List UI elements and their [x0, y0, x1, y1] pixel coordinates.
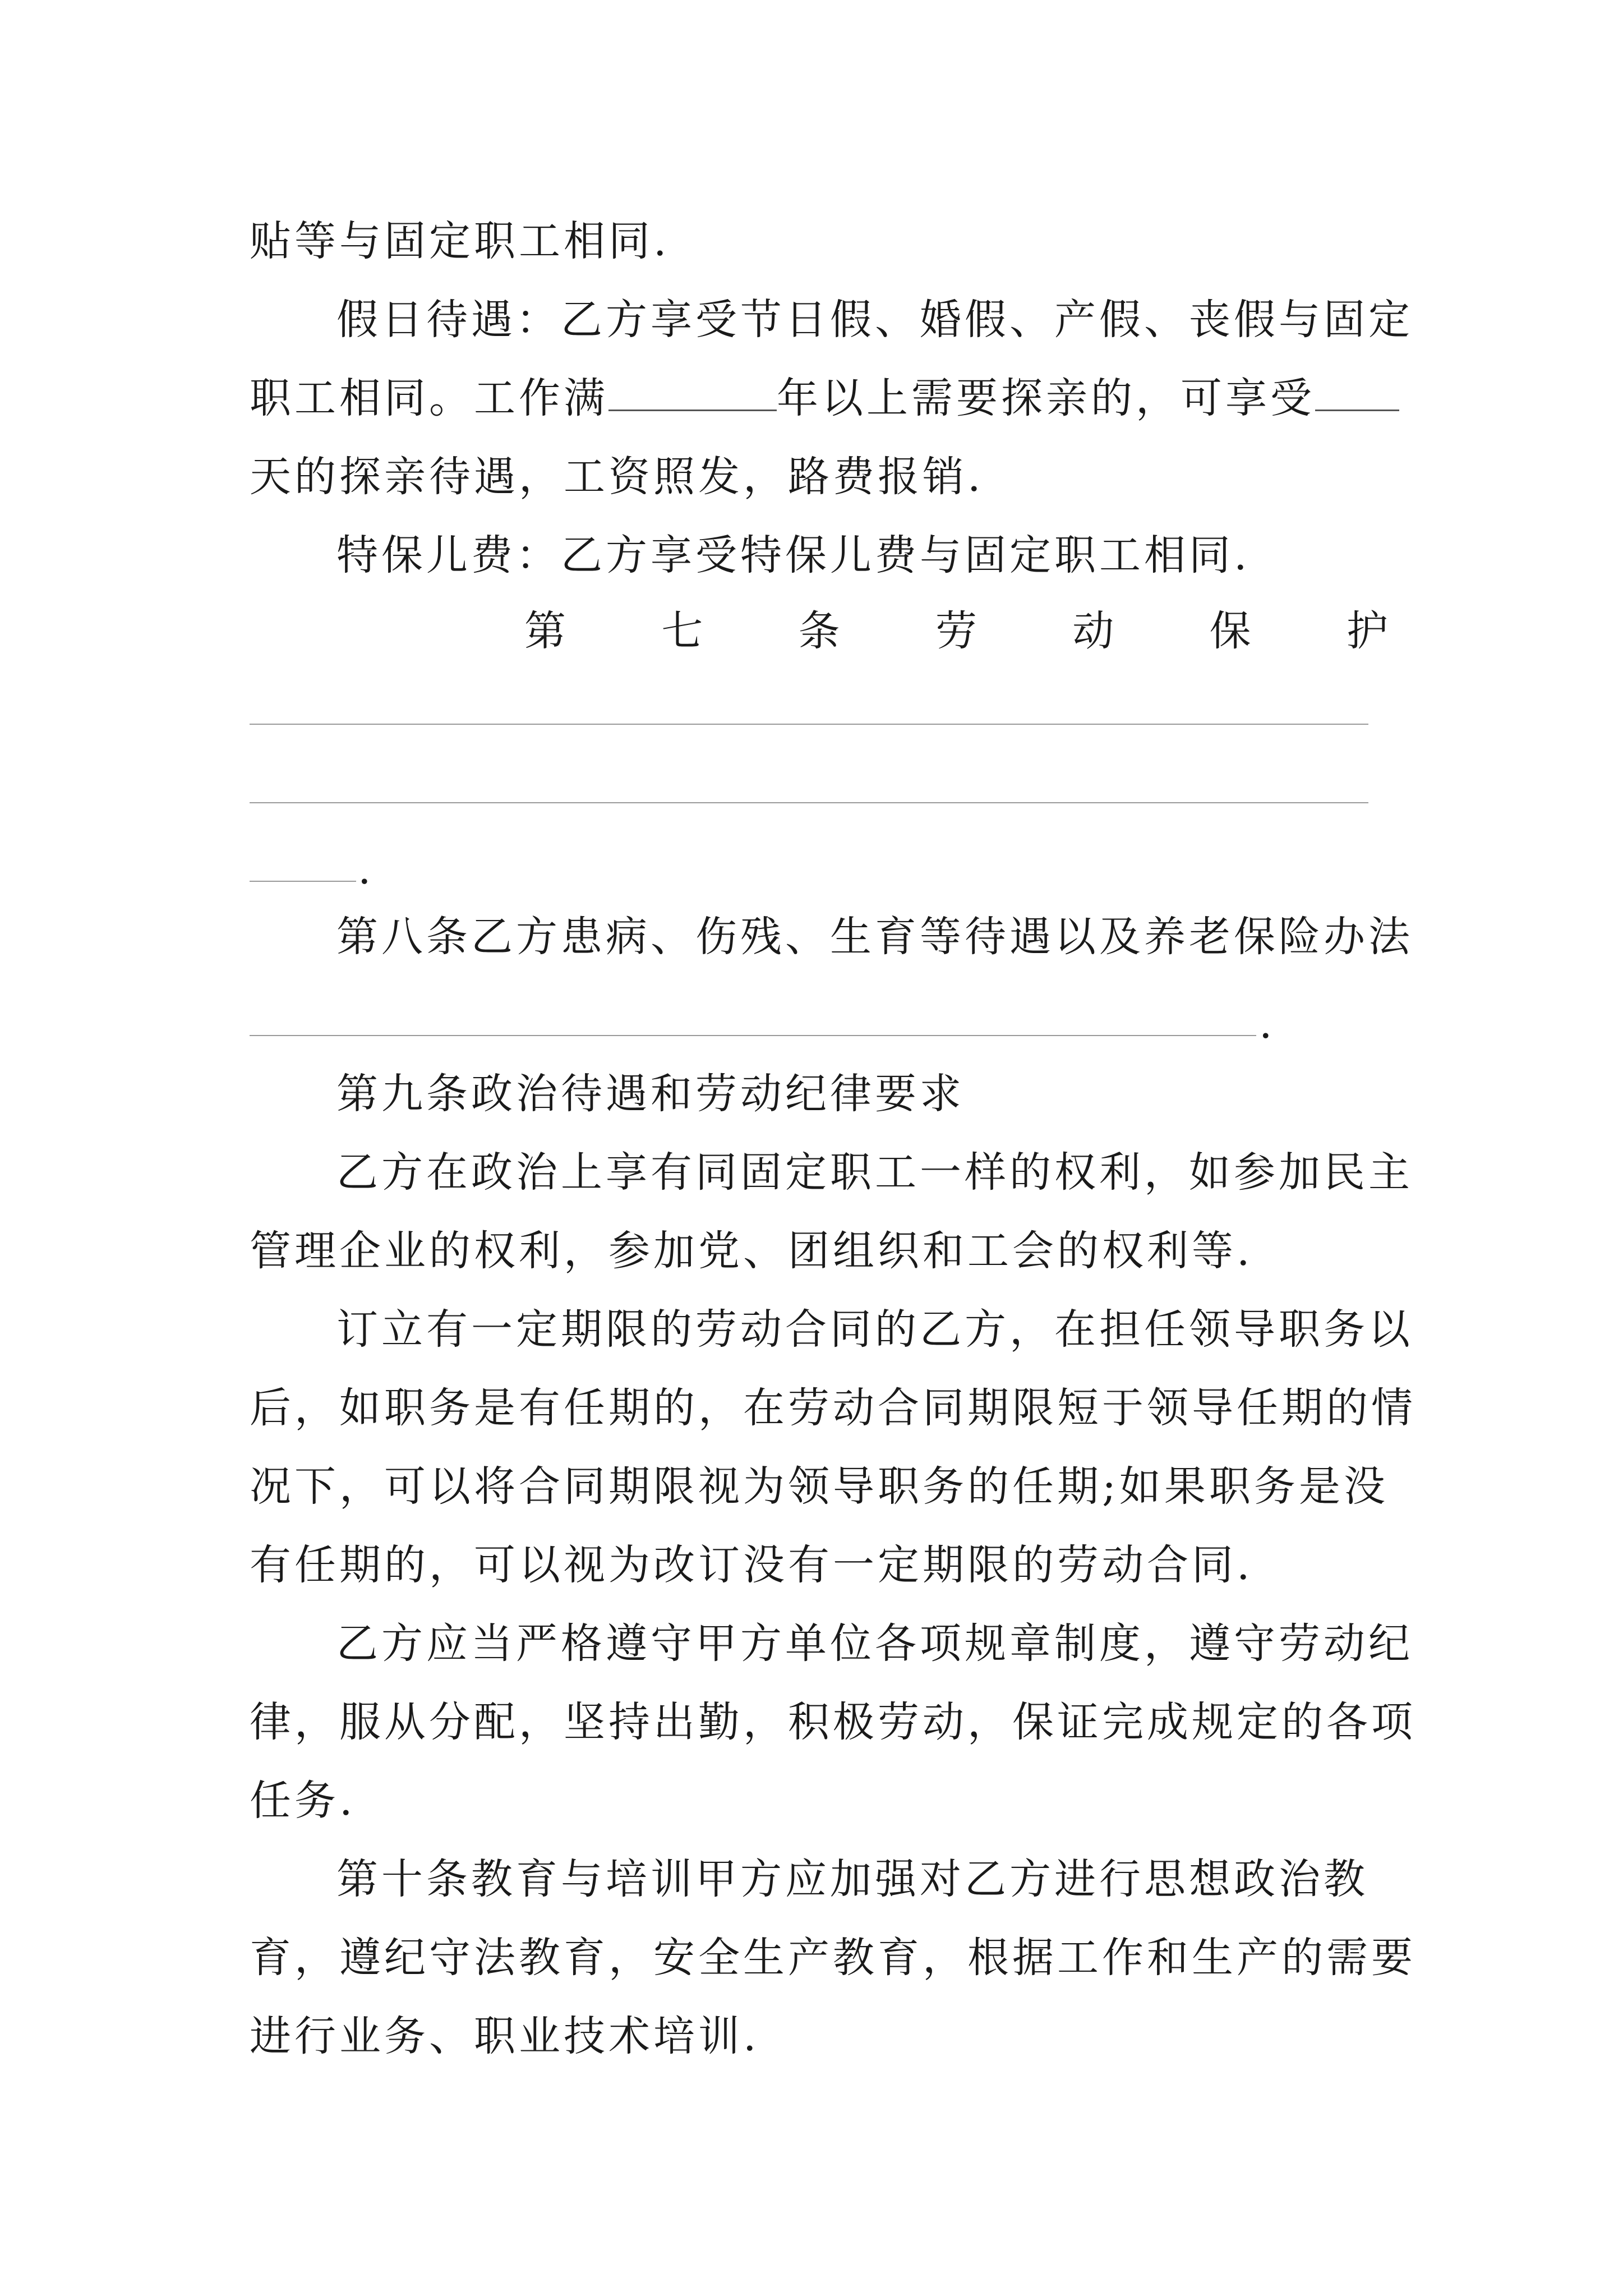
heading-char: 第: [524, 607, 566, 655]
text-line: 特保儿费：乙方享受特保儿费与固定职工相同.: [336, 531, 1251, 579]
heading-char: 保: [1209, 607, 1251, 655]
text-line: 假日待遇：乙方享受节日假、婚假、产假、丧假与固定: [336, 296, 1413, 344]
fill-blank-days: [1315, 370, 1399, 411]
article-9-heading: 第九条政治待遇和劳动纪律要求: [336, 1070, 965, 1118]
text-segment: 职工相同。工作满: [250, 374, 608, 422]
fill-rule-short: [250, 881, 356, 882]
text-line-with-blanks: [250, 370, 1388, 426]
text-line: 律，服从分配，坚持出勤，积极劳动，保证完成规定的各项: [250, 1698, 1416, 1746]
text-line: 乙方在政治上享有同固定职工一样的权利，如参加民主: [336, 1148, 1413, 1197]
heading-char: 动: [1072, 607, 1114, 655]
heading-char: 条: [798, 607, 840, 655]
heading-char: 七: [661, 607, 703, 655]
text-line: 乙方应当严格遵守甲方单位各项规章制度，遵守劳动纪: [336, 1619, 1413, 1668]
fill-rule: [250, 724, 1368, 725]
period-mark: .: [358, 845, 371, 894]
text-line: 贴等与固定职工相同.: [250, 217, 670, 265]
text-line: 管理企业的权利，参加党、团组织和工会的权利等.: [250, 1227, 1253, 1275]
heading-char: 护: [1346, 607, 1388, 655]
text-line: 天的探亲待遇，工资照发，路费报销.: [250, 453, 984, 501]
article-7-heading: [524, 603, 1388, 659]
text-line: 育，遵纪守法教育，安全生产教育，根据工作和生产的需要: [250, 1934, 1416, 1982]
fill-blank-years: [608, 370, 777, 411]
article-8-text: 第八条乙方患病、伤残、生育等待遇以及养老保险办法: [336, 913, 1413, 961]
text-line: 有任期的，可以视为改订没有一定期限的劳动合同.: [250, 1541, 1253, 1589]
text-line: 进行业务、职业技术培训.: [250, 2012, 760, 2060]
period-mark: .: [1259, 1000, 1272, 1048]
text-line: 订立有一定期限的劳动合同的乙方，在担任领导职务以: [336, 1305, 1413, 1354]
text-line: 后，如职务是有任期的，在劳动合同期限短于领导任期的情: [250, 1384, 1416, 1432]
heading-char: 劳: [935, 607, 977, 655]
article-10-text: 第十条教育与培训甲方应加强对乙方进行思想政治教: [336, 1855, 1368, 1903]
fill-rule: [250, 1035, 1256, 1036]
text-segment: 年以上需要探亲的，可享受: [777, 374, 1315, 422]
text-line: 任务.: [250, 1777, 356, 1825]
fill-rule: [250, 802, 1368, 803]
text-line: 况下，可以将合同期限视为领导职务的任期;如果职务是没: [250, 1462, 1389, 1511]
